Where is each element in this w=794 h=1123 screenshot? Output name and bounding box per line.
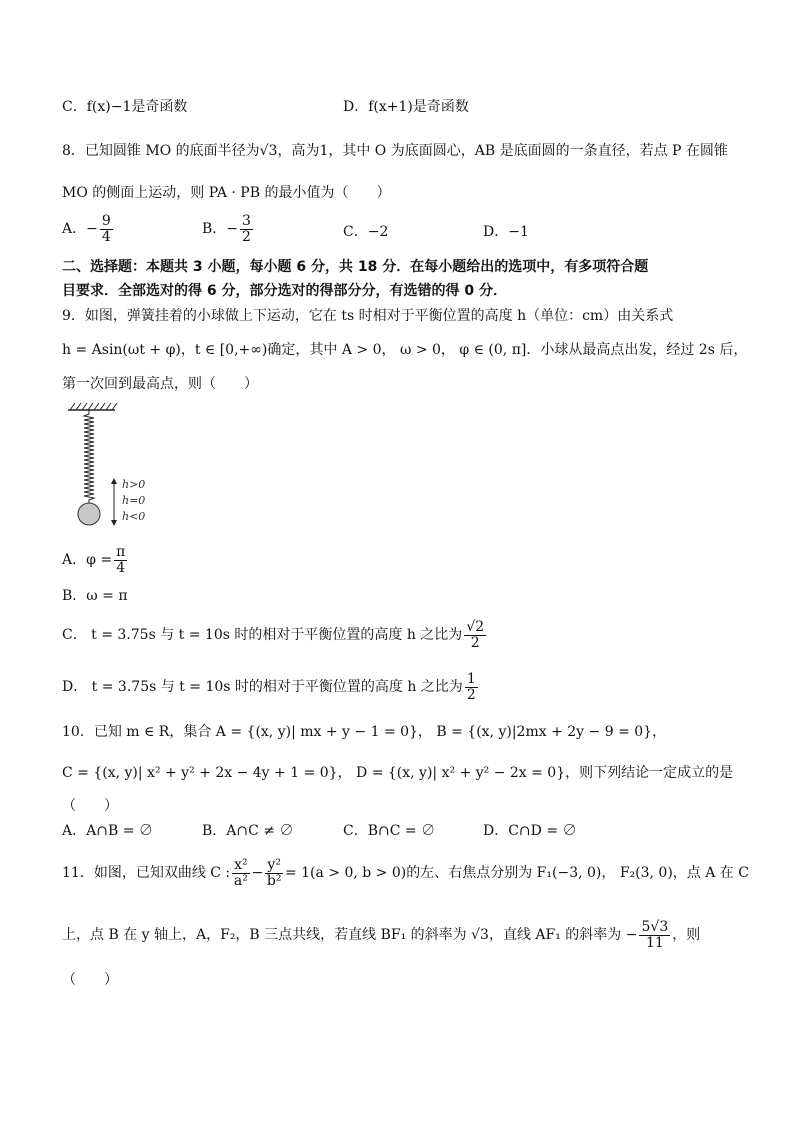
q11-stem-line1 (62, 858, 749, 888)
q7-option-c: C．f(x)−1是奇函数 (62, 99, 188, 115)
q10-stem-line1: 10．已知 m ∈ R，集合 A = {(x, y)| mx + y − 1 = 0}， B = {(x, y)|2mx + 2y − 9 = 0}， (62, 724, 667, 740)
q9-option-d (62, 672, 480, 702)
q11-minus: − (251, 865, 264, 882)
q8-option-d: D．−1 (483, 224, 529, 240)
q10-option-c: C．B∩C = ∅ (343, 823, 436, 839)
q8-stem-line2: MO 的侧面上运动，则 PA · PB 的最小值为（ ） (62, 185, 391, 201)
ceiling-hatch (70, 403, 117, 410)
label-h-zero: h=0 (122, 494, 146, 507)
label-h-positive: h>0 (122, 478, 146, 491)
q11-stem1-b: = 1(a > 0, b > 0)的左、右焦点分别为 F₁(−3, 0)， F₂(3, 0)，点 A 在 C (284, 865, 749, 882)
section-2-heading-line1: 二、选择题：本题共 3 小题，每小题 6 分，共 18 分．在每小题给出的选项中，有多项符合题 (62, 259, 649, 275)
q9-option-c-den: 2 (470, 634, 480, 651)
q11-frac1-num: x² (234, 857, 248, 873)
q9-option-c (62, 620, 488, 650)
q7-option-d: D．f(x+1)是奇函数 (343, 99, 469, 115)
section-2-heading-line2: 目要求．全部选对的得 6 分，部分选对的得部分分，有选错的得 0 分． (62, 283, 507, 299)
q9-option-c-text: C． t = 3.75s 与 t = 10s 时的相对于平衡位置的高度 h 之比为 (62, 627, 463, 644)
q11-stem2-a: 上，点 B 在 y 轴上，A，F₂，B 三点共线，若直线 BF₁ 的斜率为 √3，直线 AF₁ 的斜率为 − (62, 927, 638, 944)
q9-option-d-den: 2 (466, 686, 476, 703)
q9-option-a-prefix: A．φ = (62, 552, 113, 569)
q9-option-a-num: π (116, 544, 126, 560)
q11-frac2-num: y² (267, 857, 281, 873)
q9-stem-line3: 第一次回到最高点，则（ ） (62, 376, 258, 392)
label-h-negative: h<0 (122, 510, 146, 523)
q8-option-a-num: 9 (101, 213, 111, 229)
q9-option-b: B．ω = π (62, 588, 128, 604)
q9-option-d-text: D． t = 3.75s 与 t = 10s 时的相对于平衡位置的高度 h 之比为 (62, 679, 463, 696)
q10-stem-line2: C = {(x, y)| x² + y² + 2x − 4y + 1 = 0}， D = {(x, y)| x² + y² − 2x = 0}，则下列结论一定成立的是 (62, 765, 734, 781)
q10-stem-line3: （ ） (62, 798, 118, 814)
q11-frac2-den: b² (266, 872, 282, 889)
q8-option-b-den: 2 (242, 228, 251, 245)
q11-frac3-den: 11 (645, 934, 664, 951)
q11-stem-line3: （ ） (62, 972, 118, 988)
q8-option-c: C．−2 (343, 224, 389, 240)
q11-stem2-b: ，则 (672, 927, 701, 944)
q8-option-a-den: 4 (101, 228, 111, 245)
ball (78, 503, 100, 525)
q8-stem-line1: 8．已知圆锥 MO 的底面半径为√3，高为1，其中 O 为底面圆心，AB 是底面圆的一条直径，若点 P 在圆锥 (62, 143, 728, 159)
spring-ball-figure (60, 400, 170, 530)
q8-option-b (202, 214, 255, 244)
q8-option-b-num: 3 (242, 213, 251, 229)
q8-option-a-prefix: A．− (62, 221, 98, 238)
q8-option-b-prefix: B．− (202, 221, 239, 238)
q11-frac3-num: 5√3 (641, 919, 669, 935)
q9-option-d-num: 1 (466, 671, 476, 687)
q9-stem-line2: h = Asin(ωt + φ)，t ∈ [0,+∞)确定，其中 A > 0， ω > 0， φ ∈ (0, π]．小球从最高点出发，经过 2s 后， (62, 342, 748, 358)
q11-frac1-den: a² (233, 872, 248, 889)
q10-option-d: D．C∩D = ∅ (483, 823, 577, 839)
q11-stem1-a: 11．如图，已知双曲线 C : (62, 865, 231, 882)
q9-option-c-num: √2 (466, 619, 485, 635)
q9-option-a (62, 545, 129, 575)
q8-option-a (62, 214, 115, 244)
q11-stem-line2 (62, 920, 700, 950)
q9-option-a-den: 4 (116, 559, 126, 576)
q10-option-b: B．A∩C ≠ ∅ (202, 823, 294, 839)
spring-coil (84, 410, 94, 504)
q9-stem-line1: 9．如图，弹簧挂着的小球做上下运动，它在 ts 时相对于平衡位置的高度 h（单位：cm）由关系式 (62, 308, 674, 324)
q10-option-a: A．A∩B = ∅ (62, 823, 153, 839)
